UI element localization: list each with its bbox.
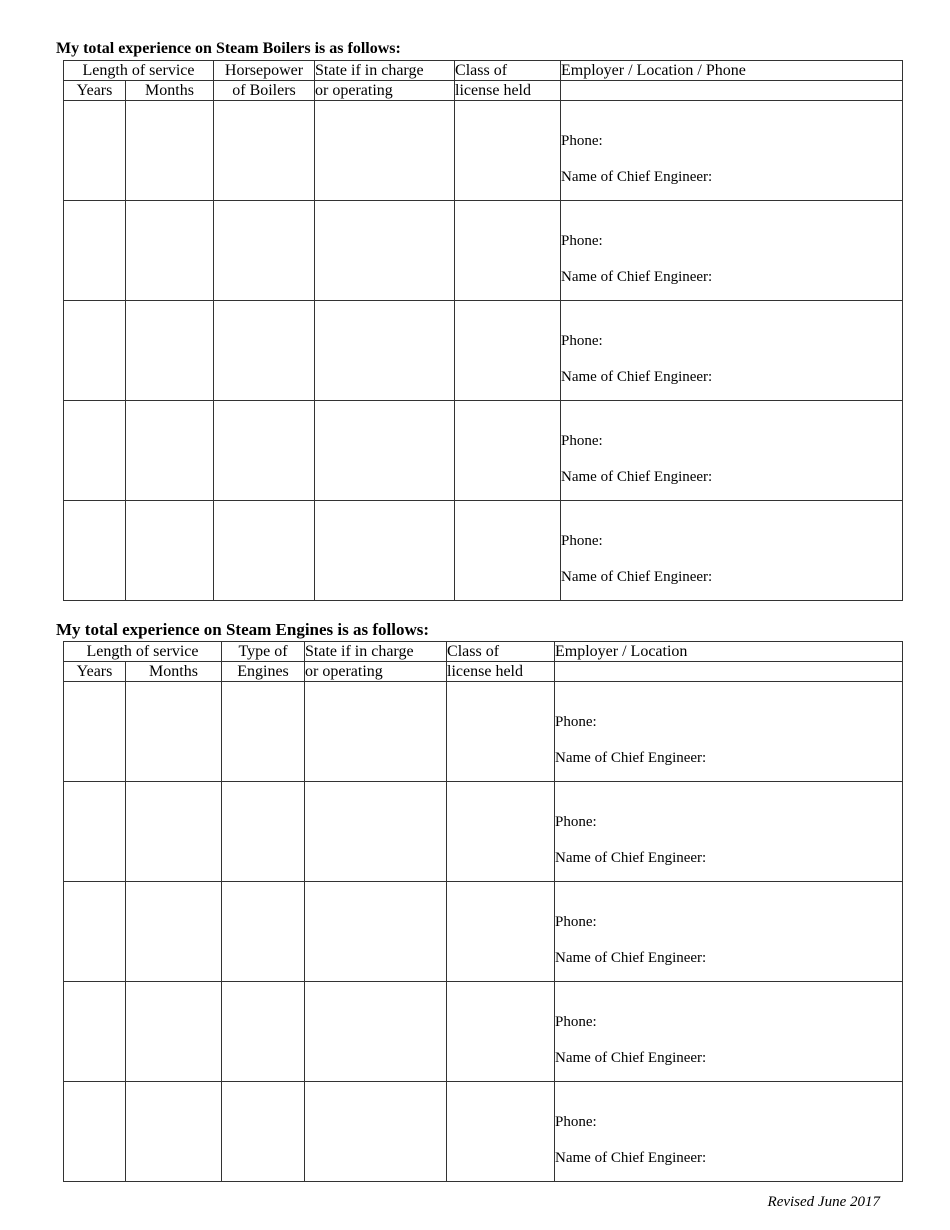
chief-engineer-label: Name of Chief Engineer: <box>561 269 713 285</box>
engine-type-cell[interactable] <box>222 882 305 982</box>
chief-engineer-label: Name of Chief Engineer: <box>561 569 713 585</box>
employer-cell[interactable] <box>555 682 903 782</box>
state-cell[interactable] <box>315 501 455 601</box>
horsepower-cell[interactable] <box>214 201 315 301</box>
class-header-line1: Class of <box>455 61 561 81</box>
state-cell[interactable] <box>315 101 455 201</box>
phone-label: Phone: <box>555 1014 597 1030</box>
months-header: Months <box>126 662 222 682</box>
employer-cell[interactable] <box>561 101 903 201</box>
years-cell[interactable] <box>64 982 126 1082</box>
phone-label: Phone: <box>555 814 597 830</box>
state-cell[interactable] <box>315 401 455 501</box>
length-of-service-header: Length of service <box>64 61 214 81</box>
horsepower-header-line2: of Boilers <box>214 81 315 101</box>
chief-engineer-label: Name of Chief Engineer: <box>561 169 713 185</box>
years-header: Years <box>64 662 126 682</box>
engine-type-cell[interactable] <box>222 782 305 882</box>
table-row <box>64 101 903 201</box>
months-cell[interactable] <box>126 501 214 601</box>
months-cell[interactable] <box>126 982 222 1082</box>
chief-engineer-label: Name of Chief Engineer: <box>555 1050 707 1066</box>
years-cell[interactable] <box>64 882 126 982</box>
chief-engineer-label: Name of Chief Engineer: <box>561 369 713 385</box>
table-row <box>64 882 903 982</box>
class-cell[interactable] <box>455 501 561 601</box>
state-header-line1: State if in charge <box>305 642 447 662</box>
years-cell[interactable] <box>64 682 126 782</box>
phone-label: Phone: <box>561 533 603 549</box>
horsepower-cell[interactable] <box>214 301 315 401</box>
length-of-service-header: Length of service <box>64 642 222 662</box>
employer-header-spacer <box>555 662 903 682</box>
employer-cell[interactable] <box>561 401 903 501</box>
class-cell[interactable] <box>447 982 555 1082</box>
employer-cell[interactable] <box>555 782 903 882</box>
years-cell[interactable] <box>64 782 126 882</box>
employer-header: Employer / Location / Phone <box>561 61 903 81</box>
engine-type-cell[interactable] <box>222 1082 305 1182</box>
class-cell[interactable] <box>447 782 555 882</box>
phone-label: Phone: <box>555 714 597 730</box>
class-cell[interactable] <box>447 682 555 782</box>
employer-cell[interactable] <box>555 882 903 982</box>
months-cell[interactable] <box>126 101 214 201</box>
type-header-line2: Engines <box>222 662 305 682</box>
months-cell[interactable] <box>126 782 222 882</box>
engines-section-title: My total experience on Steam Engines is as follows: <box>56 620 430 639</box>
years-cell[interactable] <box>64 301 126 401</box>
horsepower-cell[interactable] <box>214 501 315 601</box>
months-cell[interactable] <box>126 682 222 782</box>
class-header-line2: license held <box>447 662 555 682</box>
months-cell[interactable] <box>126 201 214 301</box>
table-row <box>64 201 903 301</box>
class-cell[interactable] <box>455 301 561 401</box>
horsepower-cell[interactable] <box>214 401 315 501</box>
phone-label: Phone: <box>561 133 603 149</box>
phone-label: Phone: <box>561 433 603 449</box>
state-cell[interactable] <box>305 782 447 882</box>
boilers-section-title: My total experience on Steam Boilers is as follows: <box>56 40 401 57</box>
class-cell[interactable] <box>447 882 555 982</box>
years-header: Years <box>64 81 126 101</box>
years-cell[interactable] <box>64 1082 126 1182</box>
phone-label: Phone: <box>561 333 603 349</box>
revision-note: Revised June 2017 <box>767 1194 880 1210</box>
chief-engineer-label: Name of Chief Engineer: <box>555 950 707 966</box>
employer-cell[interactable] <box>561 201 903 301</box>
employer-header: Employer / Location <box>555 642 903 662</box>
years-cell[interactable] <box>64 501 126 601</box>
months-cell[interactable] <box>126 301 214 401</box>
class-header-line1: Class of <box>447 642 555 662</box>
employer-cell[interactable] <box>555 982 903 1082</box>
months-cell[interactable] <box>126 1082 222 1182</box>
employer-cell[interactable] <box>561 501 903 601</box>
employer-cell[interactable] <box>561 301 903 401</box>
table-row <box>64 301 903 401</box>
chief-engineer-label: Name of Chief Engineer: <box>555 750 707 766</box>
boilers-experience-table <box>63 60 903 601</box>
state-cell[interactable] <box>315 301 455 401</box>
class-cell[interactable] <box>455 101 561 201</box>
state-header-line1: State if in charge <box>315 61 455 81</box>
phone-label: Phone: <box>555 1114 597 1130</box>
employer-header-spacer <box>561 81 903 101</box>
class-cell[interactable] <box>455 201 561 301</box>
type-header-line1: Type of <box>222 642 305 662</box>
state-header-line2: or operating <box>315 81 455 101</box>
months-cell[interactable] <box>126 401 214 501</box>
horsepower-cell[interactable] <box>214 101 315 201</box>
class-cell[interactable] <box>455 401 561 501</box>
state-cell[interactable] <box>305 1082 447 1182</box>
years-cell[interactable] <box>64 201 126 301</box>
phone-label: Phone: <box>555 914 597 930</box>
employer-cell[interactable] <box>555 1082 903 1182</box>
state-cell[interactable] <box>315 201 455 301</box>
phone-label: Phone: <box>561 233 603 249</box>
engines-experience-table <box>63 641 903 1182</box>
class-cell[interactable] <box>447 1082 555 1182</box>
table-row <box>64 982 903 1082</box>
months-cell[interactable] <box>126 882 222 982</box>
chief-engineer-label: Name of Chief Engineer: <box>555 850 707 866</box>
engine-type-cell[interactable] <box>222 682 305 782</box>
state-header-line2: or operating <box>305 662 447 682</box>
years-cell[interactable] <box>64 101 126 201</box>
state-cell[interactable] <box>305 682 447 782</box>
years-cell[interactable] <box>64 401 126 501</box>
state-cell[interactable] <box>305 882 447 982</box>
table-row <box>64 1082 903 1182</box>
state-cell[interactable] <box>305 982 447 1082</box>
table-row <box>64 501 903 601</box>
engine-type-cell[interactable] <box>222 982 305 1082</box>
chief-engineer-label: Name of Chief Engineer: <box>555 1150 707 1166</box>
months-header: Months <box>126 81 214 101</box>
chief-engineer-label: Name of Chief Engineer: <box>561 469 713 485</box>
horsepower-header-line1: Horsepower <box>214 61 315 81</box>
table-row <box>64 682 903 782</box>
table-row <box>64 782 903 882</box>
table-row <box>64 401 903 501</box>
class-header-line2: license held <box>455 81 561 101</box>
